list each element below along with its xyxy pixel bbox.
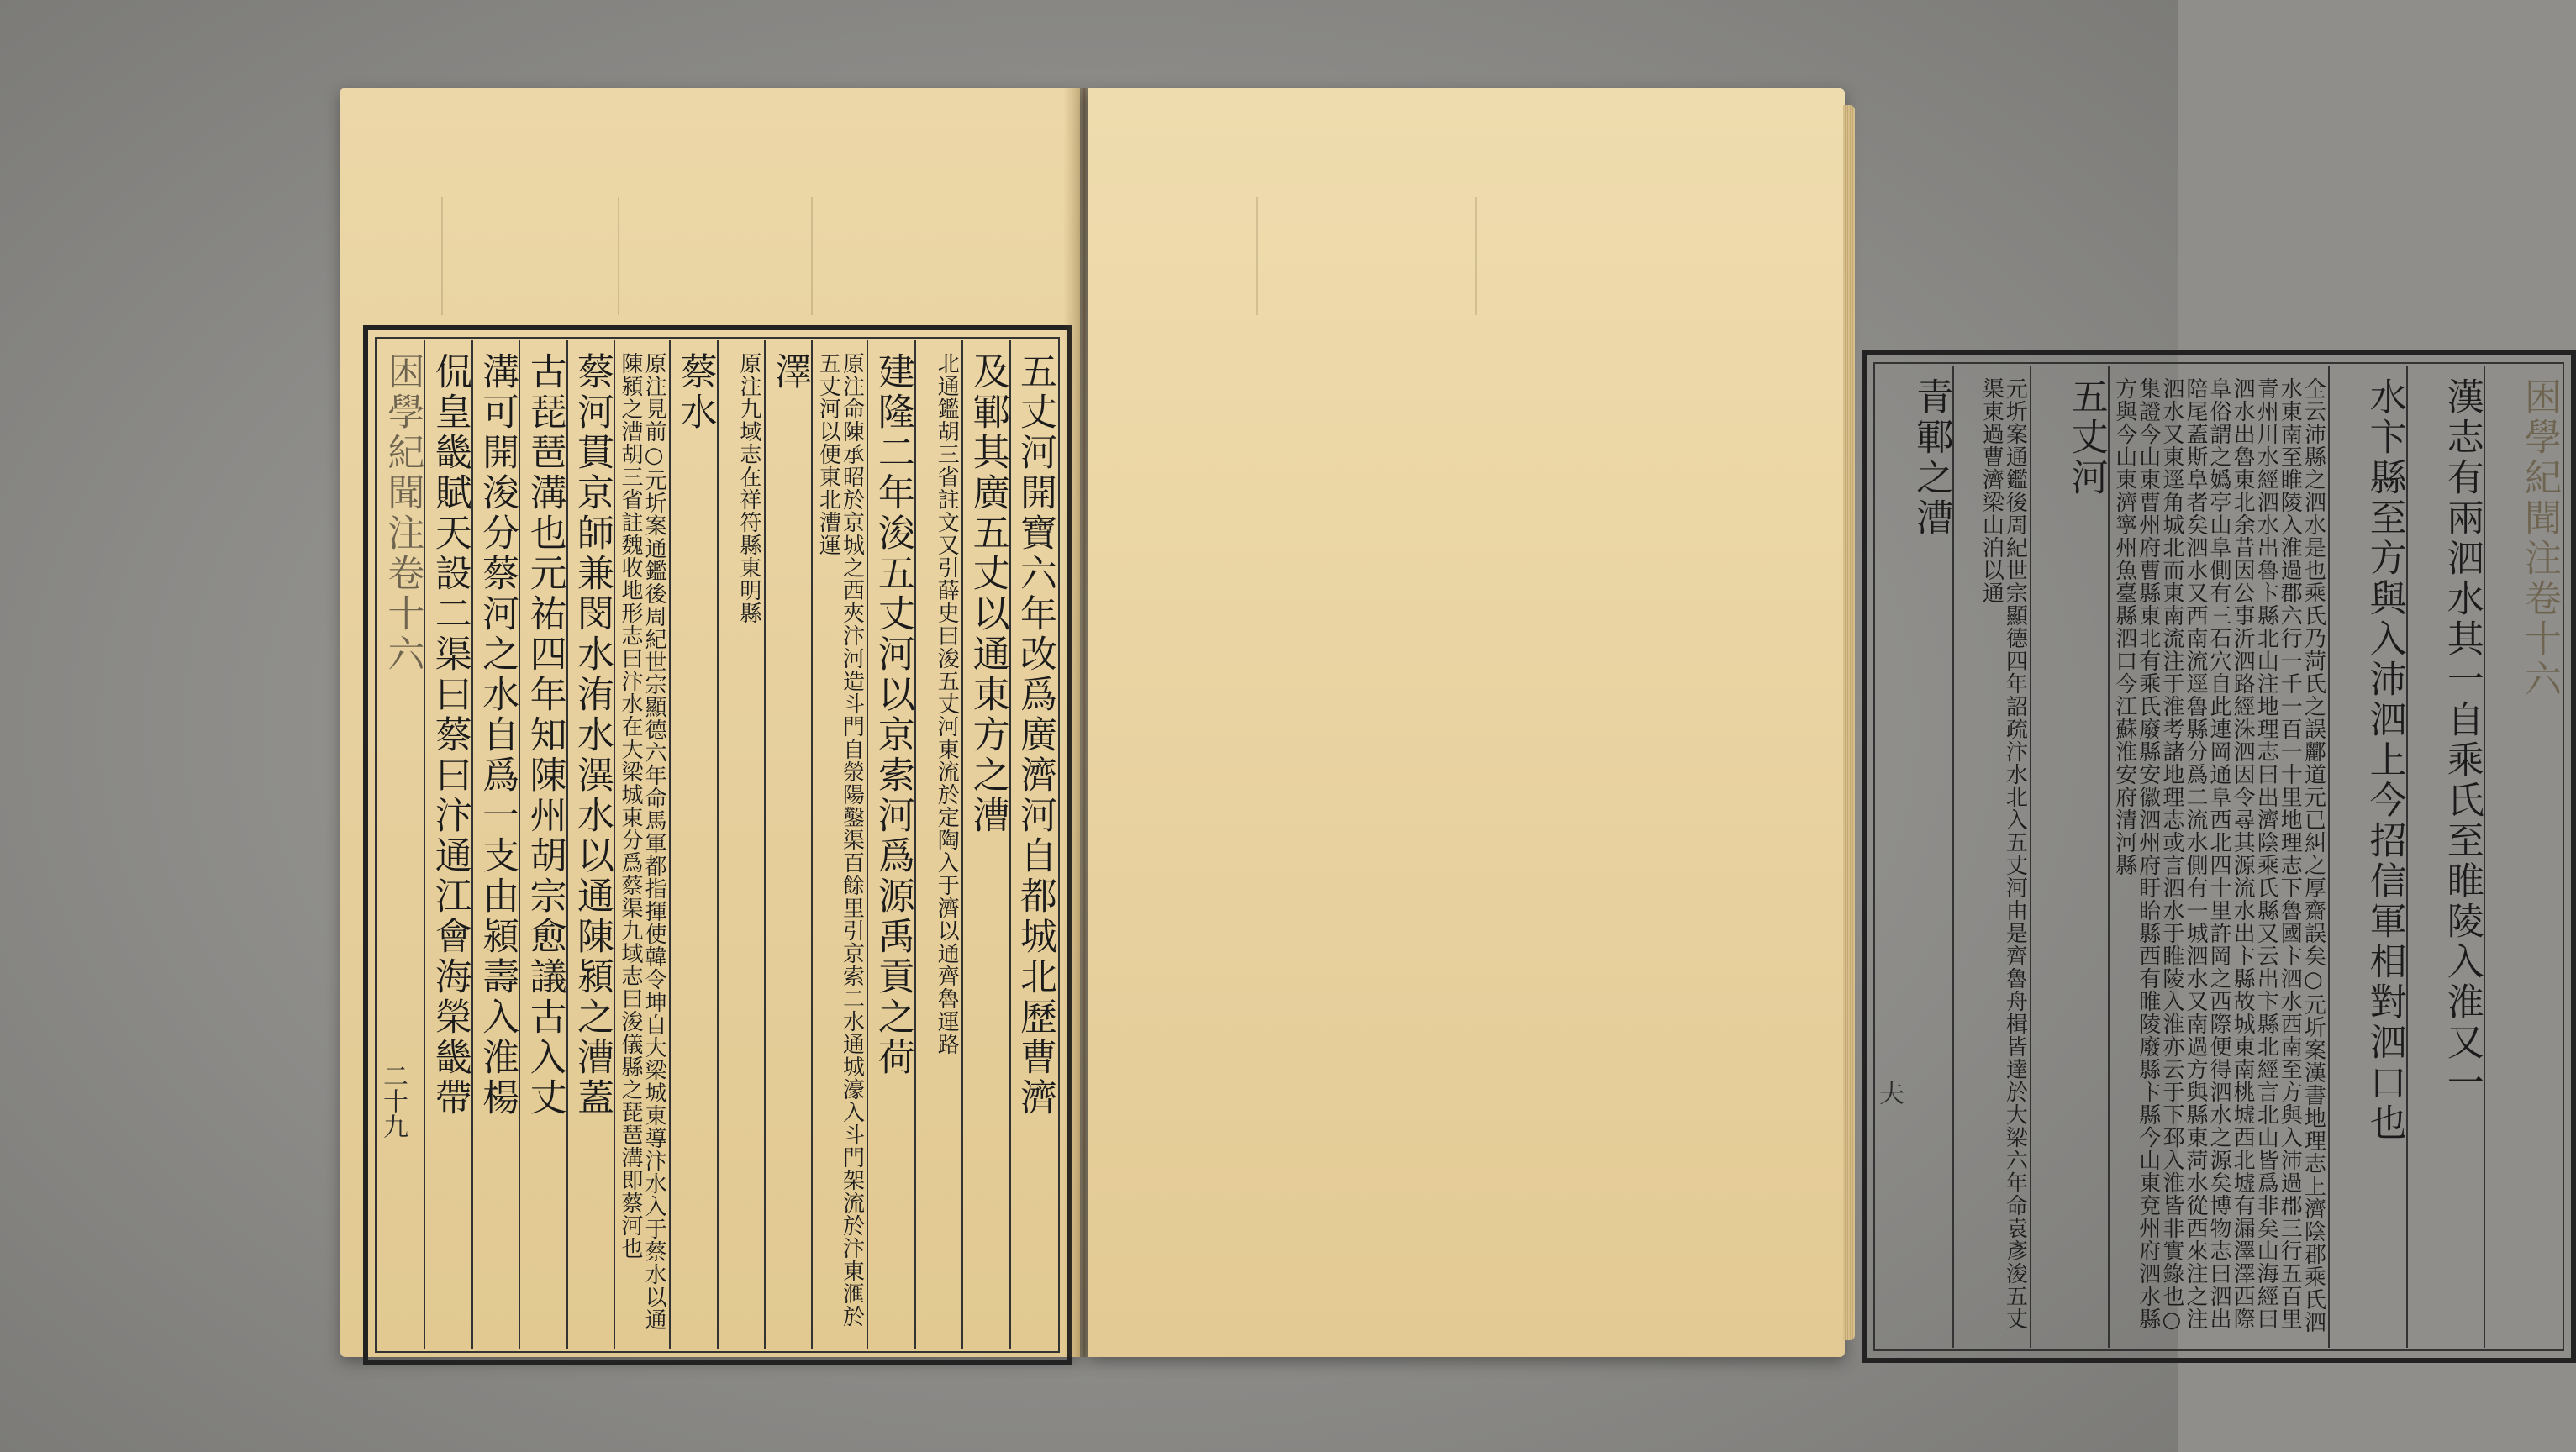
folio-number: 二十九: [378, 1063, 408, 1139]
right-column-5: 青鄆之漕: [1910, 377, 1953, 539]
right-column-2: 漢志有兩泗水其一自乘氏至睢陵入淮又一: [2406, 366, 2484, 1348]
right-text-columns: [1877, 366, 2561, 1348]
left-note-2: 原注命陳承昭於京城之西夾汴河造斗門自滎陽鑿渠百餘里引京索二水通城濠入斗門架流於汴東滙於五丈河以便東北漕運: [811, 340, 867, 1349]
left-column-9: 侃皇畿賦天設二渠曰蔡曰汴通江會海榮畿帶: [424, 340, 471, 1349]
left-note-1: 北通鑑胡三省註文又引薛史曰浚五丈河東流於定陶入于濟以通齊魯運路: [914, 340, 961, 1349]
right-text-frame: [1862, 350, 2576, 1363]
left-text-columns: [378, 340, 1056, 1349]
left-page: [340, 88, 1080, 1357]
page-edge-stack: [1843, 105, 1855, 1340]
corner-mark: 夫: [1874, 1080, 1904, 1105]
right-column-3: 水卞縣至方與入沛泗上今招信軍相對泗口也: [2328, 366, 2405, 1348]
left-column-4: 澤: [764, 340, 811, 1349]
left-column-3: 建隆二年浚五丈河以京索河爲源禹貢之荷: [867, 340, 914, 1349]
right-column-1: 困學紀聞注卷十六: [2484, 366, 2561, 1348]
show-through-line: [1475, 197, 1477, 315]
show-through-line: [618, 197, 619, 315]
left-note-4: 原注見前○元圻案通鑑後周紀世宗顯德六年命馬軍都指揮使韓令坤自大梁城東導汴水入于蔡水以通陳潁之漕胡三省註魏收地形志曰汴水在大梁城東分爲蔡渠九域志曰浚儀縣之琵琶溝即蔡河也: [614, 340, 669, 1349]
left-column-2: 及鄆其廣五丈以通東方之漕: [961, 340, 1009, 1349]
right-note-1: 全云沛縣之泗水是也乘氏乃菏氏之誤酈道元已糾之厚齋誤矣○元圻案漢書地理志上濟陰郡乘氏泗水東南至睢陵入淮過郡六行一千一百一十里地理志下魯國卞泗水西南至方與入沛過郡三行五百里青州川水經泗水出魯卞縣北山注地理志曰出濟陰乘氏縣又云出卞縣北經言北山皆爲非矣山海經曰泗水出魯東北余昔因公事沂泗路經洙泗因令尋其源流水出卞縣故城東南桃墟西北墟有漏澤澤西際阜俗謂之嬀亭山阜側有三石穴自此連岡通阜西北四十里許岡之西際便得泗水之源矣博物志曰泗出陪尾蓋斯阜者矣泗水又西南流逕魯縣分爲二流水側有一城泗水又南過方與縣東菏水從西來注之注泗水又東逕角城北而東南流注于淮考諸地理志或言泗水于睢陵入淮亦云于下邳入淮皆非實錄也○集證今山東曹州府曹縣東北有乘氏廢縣安徽泗州府盱眙縣西有睢陵廢縣卞縣今山東兗州府泗水縣方與今山東濟寧州魚臺縣泗口今江蘇淮安府清河縣: [2108, 366, 2329, 1348]
left-column-7: 古琵琶溝也元祐四年知陳州胡宗愈議古入丈: [519, 340, 566, 1349]
left-column-6: 蔡河貫京師兼閔水洧水潩水以通陳潁之漕蓋: [566, 340, 614, 1349]
right-page: [1088, 88, 2561, 1357]
show-through-line: [1256, 197, 1258, 315]
left-column-5: 蔡水: [669, 340, 716, 1349]
left-column-8: 溝可開浚分蔡河之水自爲一支由潁壽入淮楊: [471, 340, 519, 1349]
show-through-line: [811, 197, 813, 315]
open-book: [340, 88, 2561, 1365]
left-note-3: 原注九域志在祥符縣東明縣: [717, 340, 764, 1349]
right-column-4: 五丈河: [2030, 366, 2107, 1348]
right-note-2: 元圻案通鑑後周紀世宗顯德四年詔疏汴水北入五丈河由是齊魯舟楫皆達於大梁六年命袁彥浚五丈渠東過曹濟梁山泊以通: [1952, 366, 2030, 1348]
left-column-1: 五丈河開寶六年改爲廣濟河自都城北歷曹濟: [1009, 340, 1056, 1349]
left-column-10: 困學紀聞注卷十六: [381, 352, 424, 675]
show-through-line: [441, 197, 443, 315]
left-text-frame: [363, 325, 1072, 1365]
